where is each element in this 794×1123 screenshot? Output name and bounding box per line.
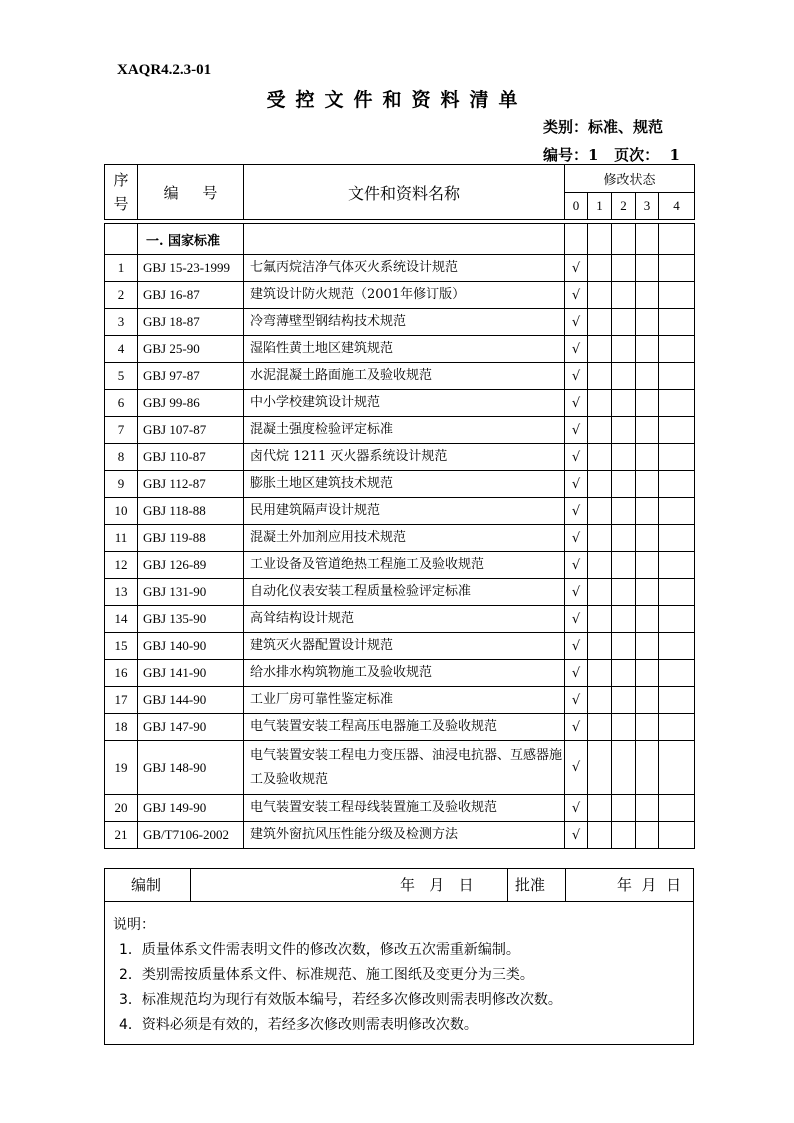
revision-cell [636, 363, 659, 390]
row-name: 水泥混凝土路面施工及验收规范 [244, 363, 565, 390]
serial-page-label: 编号：1 页次： 1 [543, 146, 680, 164]
revision-cell [659, 579, 695, 606]
row-number: 3 [105, 309, 138, 336]
revision-cell [659, 660, 695, 687]
revision-cell [659, 606, 695, 633]
revision-cell [588, 606, 612, 633]
table-row [105, 822, 695, 849]
revision-cell [588, 417, 612, 444]
note-item: 2．类别需按质量体系文件、标准规范、施工图纸及变更分为三类。 [119, 967, 534, 983]
row-number: 14 [105, 606, 138, 633]
revision-0-check: √ [565, 822, 588, 849]
revision-cell [659, 282, 695, 309]
row-number: 11 [105, 525, 138, 552]
row-code: GBJ 18-87 [138, 309, 244, 336]
row-code: GBJ 25-90 [138, 336, 244, 363]
revision-cell [612, 525, 636, 552]
revision-0-check: √ [565, 255, 588, 282]
revision-0-check: √ [565, 633, 588, 660]
table-row [105, 525, 695, 552]
table-row [105, 498, 695, 525]
row-code: GBJ 97-87 [138, 363, 244, 390]
row-number: 4 [105, 336, 138, 363]
prepared-date: 年 月 日 [400, 876, 474, 894]
revision-cell [636, 282, 659, 309]
document-title: 受控文件和资料清单 [266, 89, 528, 111]
row-code: GBJ 99-86 [138, 390, 244, 417]
row-name: 混凝土强度检验评定标准 [244, 417, 565, 444]
table-row [105, 687, 695, 714]
signoff-row [105, 869, 693, 902]
row-code: GBJ 107-87 [138, 417, 244, 444]
revision-0-check: √ [565, 795, 588, 822]
revision-cell [612, 363, 636, 390]
revision-cell [636, 255, 659, 282]
table-row [105, 309, 695, 336]
revision-cell [612, 498, 636, 525]
row-code: GBJ 119-88 [138, 525, 244, 552]
revision-cell [659, 552, 695, 579]
revision-0-check: √ [565, 687, 588, 714]
row-name: 冷弯薄壁型钢结构技术规范 [244, 309, 565, 336]
revision-0-check: √ [565, 444, 588, 471]
header-revision: 修改状态 [565, 165, 695, 193]
revision-cell [588, 336, 612, 363]
revision-cell [612, 255, 636, 282]
revision-cell [612, 390, 636, 417]
revision-cell [588, 687, 612, 714]
revision-cell [612, 444, 636, 471]
table-row [105, 660, 695, 687]
table-row [105, 741, 695, 795]
revision-cell [636, 714, 659, 741]
revision-cell [636, 795, 659, 822]
row-code: GBJ 110-87 [138, 444, 244, 471]
revision-0-check: √ [565, 417, 588, 444]
table-row [105, 552, 695, 579]
revision-cell [588, 579, 612, 606]
revision-cell [659, 390, 695, 417]
revision-cell [659, 444, 695, 471]
row-number: 19 [105, 741, 138, 795]
revision-cell [659, 822, 695, 849]
header-code: 编 号 [138, 165, 244, 220]
revision-cell [659, 471, 695, 498]
revision-cell [588, 714, 612, 741]
notes [113, 913, 562, 1038]
row-name: 七氟丙烷洁净气体灭火系统设计规范 [244, 255, 565, 282]
header-name: 文件和资料名称 [244, 165, 565, 220]
revision-0-check: √ [565, 606, 588, 633]
row-code: GBJ 15-23-1999 [138, 255, 244, 282]
table-row [105, 363, 695, 390]
revision-cell [659, 633, 695, 660]
section-row [105, 224, 695, 255]
revision-cell [659, 525, 695, 552]
revision-cell [659, 255, 695, 282]
table-row [105, 606, 695, 633]
row-number: 8 [105, 444, 138, 471]
revision-cell [612, 417, 636, 444]
revision-0-check: √ [565, 363, 588, 390]
row-name: 混凝土外加剂应用技术规范 [244, 525, 565, 552]
revision-0-check: √ [565, 390, 588, 417]
revision-cell [636, 606, 659, 633]
row-number: 12 [105, 552, 138, 579]
table-row [105, 336, 695, 363]
row-code: GBJ 148-90 [138, 741, 244, 795]
row-number: 7 [105, 417, 138, 444]
revision-cell [659, 417, 695, 444]
rev-number: 0 [565, 193, 588, 220]
approved-label: 批准 [515, 876, 546, 894]
revision-cell [636, 552, 659, 579]
revision-cell [588, 525, 612, 552]
row-number: 6 [105, 390, 138, 417]
row-number: 15 [105, 633, 138, 660]
revision-0-check: √ [565, 336, 588, 363]
revision-0-check: √ [565, 282, 588, 309]
table-row [105, 282, 695, 309]
revision-cell [636, 822, 659, 849]
row-code: GBJ 135-90 [138, 606, 244, 633]
revision-cell [636, 444, 659, 471]
row-number: 13 [105, 579, 138, 606]
revision-cell [588, 390, 612, 417]
row-name: 建筑设计防火规范（2001年修订版） [244, 282, 565, 309]
revision-cell [612, 606, 636, 633]
revision-cell [612, 471, 636, 498]
table-row [105, 417, 695, 444]
row-code: GBJ 141-90 [138, 660, 244, 687]
revision-0-check: √ [565, 309, 588, 336]
revision-cell [659, 336, 695, 363]
revision-cell [612, 795, 636, 822]
revision-cell [588, 363, 612, 390]
note-item: 3．标准规范均为现行有效版本编号，若经多次修改则需表明修改次数。 [119, 992, 562, 1008]
row-number: 17 [105, 687, 138, 714]
table-row [105, 633, 695, 660]
table-row [105, 444, 695, 471]
header-no: 序号 [105, 165, 138, 220]
revision-cell [636, 633, 659, 660]
revision-cell [588, 471, 612, 498]
revision-cell [588, 660, 612, 687]
section-title: 一. 国家标准 [138, 224, 244, 255]
revision-cell [612, 633, 636, 660]
row-number: 9 [105, 471, 138, 498]
revision-cell [588, 552, 612, 579]
revision-cell [588, 741, 612, 795]
row-name: 建筑外窗抗风压性能分级及检测方法 [244, 822, 565, 849]
table-row [105, 714, 695, 741]
revision-cell [612, 714, 636, 741]
table-row [105, 255, 695, 282]
note-item: 1．质量体系文件需表明文件的修改次数，修改五次需重新编制。 [119, 942, 520, 958]
row-number: 1 [105, 255, 138, 282]
revision-cell [588, 282, 612, 309]
revision-cell [588, 309, 612, 336]
row-code: GBJ 140-90 [138, 633, 244, 660]
revision-cell [588, 444, 612, 471]
row-name: 中小学校建筑设计规范 [244, 390, 565, 417]
row-name: 自动化仪表安装工程质量检验评定标准 [244, 579, 565, 606]
table-row [105, 390, 695, 417]
revision-cell [636, 417, 659, 444]
revision-cell [612, 687, 636, 714]
row-code: GBJ 144-90 [138, 687, 244, 714]
revision-cell [612, 579, 636, 606]
revision-0-check: √ [565, 471, 588, 498]
row-code: GBJ 147-90 [138, 714, 244, 741]
revision-0-check: √ [565, 579, 588, 606]
revision-cell [659, 795, 695, 822]
row-code: GBJ 118-88 [138, 498, 244, 525]
row-code: GBJ 16-87 [138, 282, 244, 309]
revision-cell [636, 741, 659, 795]
revision-cell [636, 579, 659, 606]
revision-cell [636, 687, 659, 714]
row-name: 民用建筑隔声设计规范 [244, 498, 565, 525]
row-name: 建筑灭火器配置设计规范 [244, 633, 565, 660]
revision-0-check: √ [565, 714, 588, 741]
revision-cell [659, 741, 695, 795]
notes-heading: 说明： [113, 917, 155, 933]
document-code: XAQR4.2.3-01 [117, 62, 212, 78]
revision-cell [588, 795, 612, 822]
revision-cell [612, 282, 636, 309]
row-name: 电气装置安装工程电力变压器、油浸电抗器、互感器施工及验收规范 [244, 741, 565, 795]
rev-number: 3 [636, 193, 659, 220]
row-code: GBJ 131-90 [138, 579, 244, 606]
row-code: GBJ 126-89 [138, 552, 244, 579]
revision-cell [612, 822, 636, 849]
table-row [105, 795, 695, 822]
revision-cell [588, 822, 612, 849]
row-number: 5 [105, 363, 138, 390]
row-number: 21 [105, 822, 138, 849]
rev-number: 2 [612, 193, 636, 220]
revision-0-check: √ [565, 660, 588, 687]
revision-cell [636, 660, 659, 687]
row-number: 10 [105, 498, 138, 525]
category-label: 类别：标准、规范 [543, 118, 664, 136]
revision-cell [659, 687, 695, 714]
row-name: 电气装置安装工程高压电器施工及验收规范 [244, 714, 565, 741]
revision-0-check: √ [565, 552, 588, 579]
rev-number: 4 [659, 193, 695, 220]
note-item: 4．资料必须是有效的，若经多次修改则需表明修改次数。 [119, 1017, 478, 1033]
table-row [105, 579, 695, 606]
row-name: 工业设备及管道绝热工程施工及验收规范 [244, 552, 565, 579]
row-code: GBJ 112-87 [138, 471, 244, 498]
revision-cell [659, 309, 695, 336]
approved-date: 年 月 日 [617, 876, 682, 894]
revision-cell [659, 498, 695, 525]
signoff-notes-box [104, 868, 694, 1045]
revision-0-check: √ [565, 741, 588, 795]
row-name: 工业厂房可靠性鉴定标准 [244, 687, 565, 714]
prepared-label: 编制 [131, 876, 162, 894]
revision-cell [588, 255, 612, 282]
row-number: 20 [105, 795, 138, 822]
row-number: 18 [105, 714, 138, 741]
revision-cell [636, 525, 659, 552]
row-name: 给水排水构筑物施工及验收规范 [244, 660, 565, 687]
revision-cell [636, 471, 659, 498]
revision-cell [636, 336, 659, 363]
revision-cell [636, 309, 659, 336]
column-header-table [104, 164, 695, 220]
row-name: 卤代烷 1211 灭火器系统设计规范 [244, 444, 565, 471]
revision-0-check: √ [565, 498, 588, 525]
revision-cell [612, 660, 636, 687]
row-number: 2 [105, 282, 138, 309]
revision-cell [588, 633, 612, 660]
revision-cell [612, 336, 636, 363]
row-code: GB/T7106-2002 [138, 822, 244, 849]
revision-cell [612, 552, 636, 579]
rev-number: 1 [588, 193, 612, 220]
document-list-table [104, 223, 695, 849]
revision-cell [612, 741, 636, 795]
row-name: 膨胀土地区建筑技术规范 [244, 471, 565, 498]
row-number: 16 [105, 660, 138, 687]
row-name: 电气装置安装工程母线装置施工及验收规范 [244, 795, 565, 822]
row-name: 湿陷性黄土地区建筑规范 [244, 336, 565, 363]
revision-cell [588, 498, 612, 525]
revision-cell [636, 498, 659, 525]
row-name: 高耸结构设计规范 [244, 606, 565, 633]
revision-cell [636, 390, 659, 417]
revision-cell [659, 714, 695, 741]
row-code: GBJ 149-90 [138, 795, 244, 822]
revision-cell [659, 363, 695, 390]
table-row [105, 471, 695, 498]
revision-cell [612, 309, 636, 336]
revision-0-check: √ [565, 525, 588, 552]
